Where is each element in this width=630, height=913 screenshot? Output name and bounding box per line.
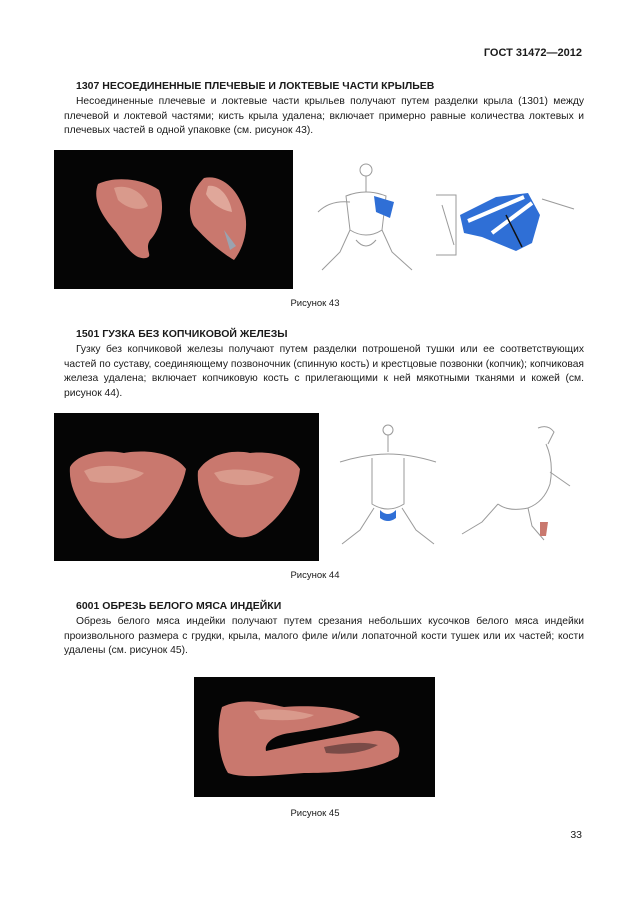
figure-44-skeleton-side xyxy=(458,422,578,544)
section-text-6001 xyxy=(64,615,584,659)
page-number: 33 xyxy=(570,829,582,841)
figure-44-caption: Рисунок 44 xyxy=(290,570,340,581)
figure-44-skeleton-front xyxy=(336,418,440,548)
figure-43-caption: Рисунок 43 xyxy=(290,298,340,309)
section-text-1307-content: Несоединенные плечевые и локтевые части крыльев получают путем разделки крыла (1301) между плечевой и локтевой частями; кисть крыла удалена; включает примерно равные количества локтевых и плечевых частей в одной упаковке (см. рисунок 43). xyxy=(64,96,584,136)
figure-44-photo xyxy=(54,413,319,561)
section-title-1501: 1501 ГУЗКА БЕЗ КОПЧИКОВОЙ ЖЕЛЕЗЫ xyxy=(76,328,288,340)
figure-43-photo xyxy=(54,150,293,289)
section-title-6001: 6001 ОБРЕЗЬ БЕЛОГО МЯСА ИНДЕЙКИ xyxy=(76,600,282,612)
section-text-1501 xyxy=(64,343,584,401)
figure-43-skeleton-diagram xyxy=(310,152,428,282)
figure-45-photo xyxy=(194,677,435,797)
figure-45-caption: Рисунок 45 xyxy=(290,808,340,819)
section-text-1307 xyxy=(64,95,584,139)
section-title-1307: 1307 НЕСОЕДИНЕННЫЕ ПЛЕЧЕВЫЕ И ЛОКТЕВЫЕ ЧАСТИ КРЫЛЬЕВ xyxy=(76,80,435,92)
standard-number: ГОСТ 31472—2012 xyxy=(483,47,582,59)
section-text-1501-content: Гузку без копчиковой железы получают путем разделки потрошеной тушки или ее соответствующих частей по суставу, соединяющему позвоночник (спинную кость) и крестцовые позвонки (копчик); копчиковая железа удалена; включает копчиковую кость с прилегающими к ней мякотными тканями и кожей (см. рисунок 44). xyxy=(64,344,584,399)
figure-43-wing-detail xyxy=(436,185,576,257)
section-text-6001-content: Обрезь белого мяса индейки получают путем срезания небольших кусочков белого мяса индейки произвольного размера с грудки, крыла, малого филе и/или лопаточной кости тушек или их частей; кости удалены (см. рисунок 45). xyxy=(64,616,584,656)
